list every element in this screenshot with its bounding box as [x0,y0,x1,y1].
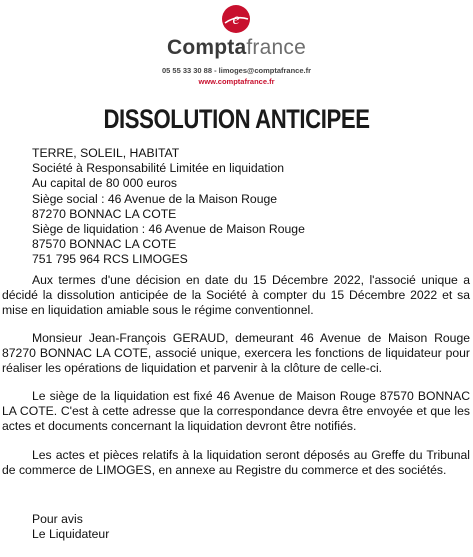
paragraph-liquidator: Monsieur Jean-François GERAUD, demeurant 46 Avenue de Maison Rouge 87270 BONNAC LA COTE, associé unique, exercera les fonctions de liquidateur pour réaliser les opérations de liquidation et parvenir à la clôture de celle-ci. [2,331,470,376]
closing-block [32,512,109,542]
brand-part2: france [246,36,306,59]
closing-signatory: Le Liquidateur [32,527,110,542]
registered-office: Siège social : 46 Avenue de la Maison Rouge [32,191,278,206]
company-capital: Au capital de 80 000 euros [32,176,178,191]
logo-letter: e [232,11,240,28]
rcs-number: 751 795 964 RCS LIMOGES [32,252,188,267]
comptafrance-logo-icon [221,4,251,34]
contact-line: 05 55 33 30 88 - limoges@comptafrance.fr [161,66,312,75]
brand-name [0,36,473,60]
liquidation-office-city: 87570 BONNAC LA COTE [32,237,177,252]
brand-part1: Compta [167,36,247,59]
company-form: Société à Responsabilité Limitée en liquidation [32,161,285,176]
closing-pour-avis: Pour avis [32,512,83,526]
company-block [32,146,305,268]
registered-office-city: 87270 BONNAC LA COTE [32,206,177,221]
paragraph-filing: Les actes et pièces relatifs à la liquidation seront déposés au Greffe du Tribunal de commerce de LIMOGES, en annexe au Registre du commerce et des sociétés. [2,448,470,478]
paragraph-decision: Aux termes d'une décision en date du 15 Décembre 2022, l'associé unique a décidé la dissolution anticipée de la Société à compter du 15 Décembre 2022 et sa mise en liquidation amiable sous le régime conventionnel. [2,273,470,318]
company-name: TERRE, SOLEIL, HABITAT [32,146,180,160]
notice-title: DISSOLUTION ANTICIPEE [103,104,370,134]
liquidation-office: Siège de liquidation : 46 Avenue de Maison Rouge [32,222,305,237]
paragraph-liquidation-seat: Le siège de la liquidation est fixé 46 Avenue de Maison Rouge 87570 BONNAC LA COTE. C'est à cette adresse que la correspondance devra être envoyée et que les actes et documents concernant la liquidation devront être notifiés. [2,389,470,434]
website-link[interactable]: www.comptafrance.fr [198,77,275,86]
